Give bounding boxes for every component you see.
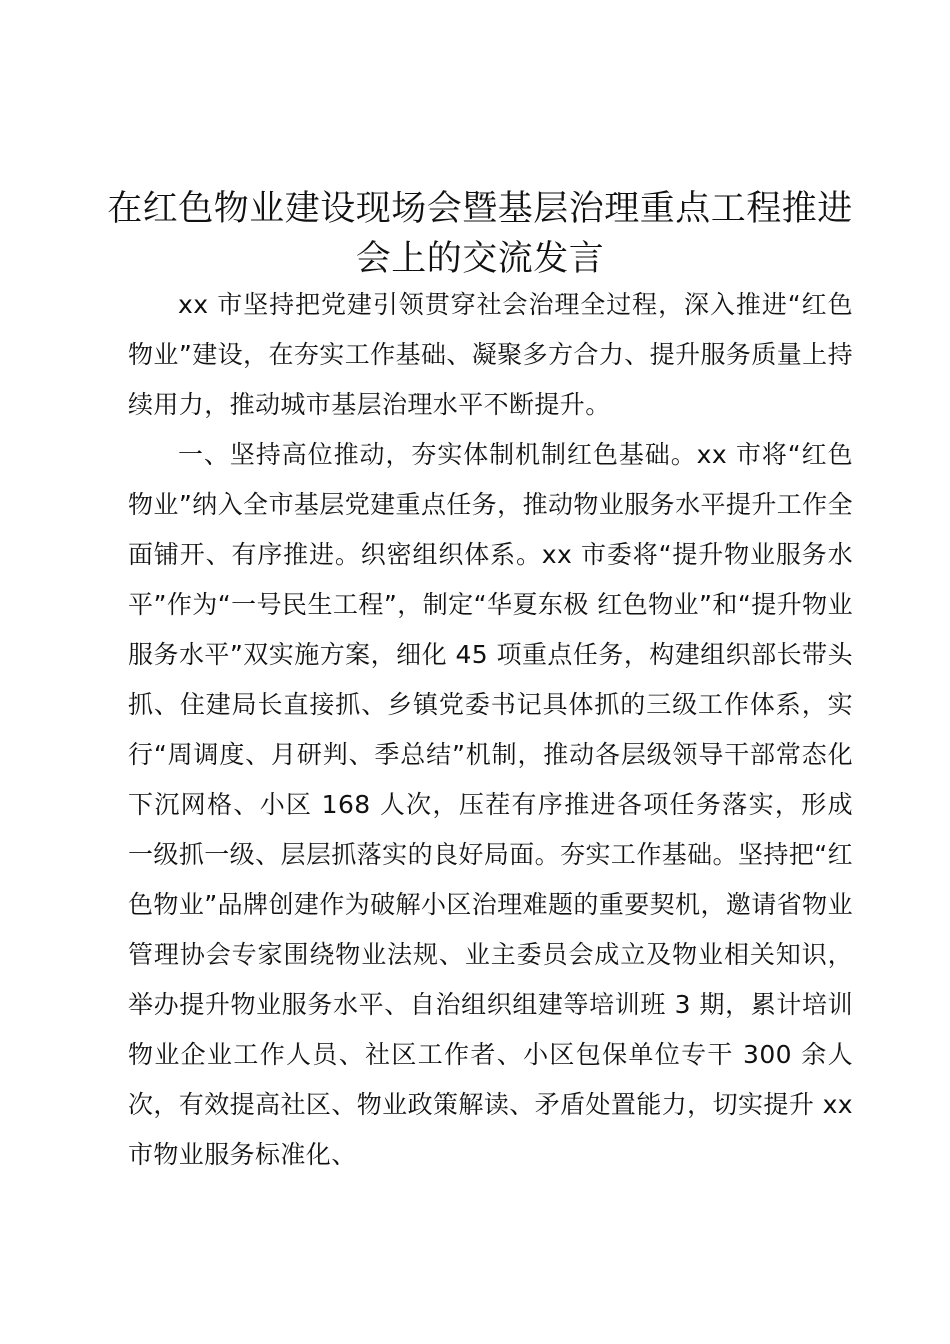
section-one-paragraph: 一、坚持高位推动，夯实体制机制红色基础。xx 市将“红色物业”纳入全市基层党建重点任务，推动物业服务水平提升工作全面铺开、有序推进。织密组织体系。xx 市委将“提升物业服务水平”作为“一号民生工程”，制定“华夏东极 红色物业”和“提升物业服务水平”双实施方案，细化 45 项重点任务，构建组织部长带头抓、住建局长直接抓、乡镇党委书记具体抓的三级工作体系，实行“周调度、月研判、季总结”机制，推动各层级领导干部常态化下沉网格、小区 168 人次，压茬有序推进各项任务落实，形成一级抓一级、层层抓落实的良好局面。夯实工作基础。坚持把“红色物业”品牌创建作为破解小区治理难题的重要契机，邀请省物业管理协会专家围绕物业法规、业主委员会成立及物业相关知识，举办提升物业服务水平、自治组织组建等培训班 3 期，累计培训物业企业工作人员、社区工作者、小区包保单位专干 300 余人次，有效提高社区、物业政策解读、矛盾处置能力，切实提升 xx 市物业服务标准化、 bbox=[128, 440, 853, 1169]
document-body bbox=[128, 280, 853, 1180]
document-title: 在红色物业建设现场会暨基层治理重点工程推进会上的交流发言 bbox=[107, 189, 853, 279]
intro-paragraph: xx 市坚持把党建引领贯穿社会治理全过程，深入推进“红色物业”建设，在夯实工作基础、凝聚多方合力、提升服务质量上持续用力，推动城市基层治理水平不断提升。 bbox=[128, 290, 853, 419]
